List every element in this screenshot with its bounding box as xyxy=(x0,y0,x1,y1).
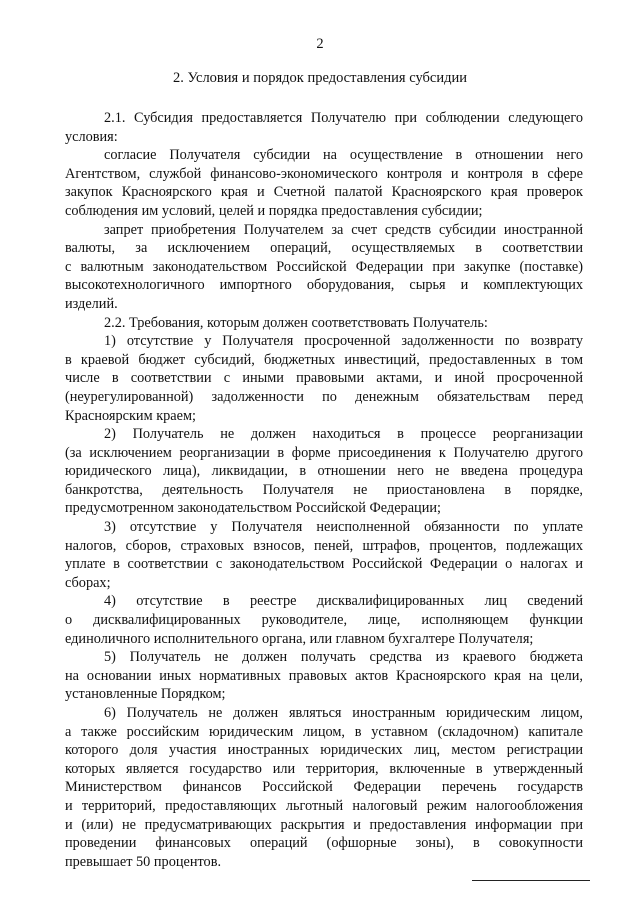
text-line: превышает 50 процентов. xyxy=(65,853,222,870)
text-line: 2) Получатель не должен находиться в процессе реорганизации xyxy=(104,426,583,443)
document-body xyxy=(65,109,583,871)
text-line: соблюдения им условий, целей и порядка предоставления субсидии; xyxy=(65,202,483,219)
text-line: банкротства, деятельность Получателя не приостановлена в порядке, xyxy=(65,481,583,498)
text-line: 3) отсутствие у Получателя неисполненной обязанности по уплате xyxy=(104,519,583,536)
text-line: запрет приобретения Получателем за счет средств субсидии иностранной xyxy=(104,221,583,238)
text-line: согласие Получателя субсидии на осуществление в отношении него xyxy=(104,147,583,164)
text-line: сборах; xyxy=(65,574,111,591)
text-line: в краевой бюджет субсидий, бюджетных инвестиций, предоставленных в том xyxy=(65,351,583,368)
text-line: условия: xyxy=(65,128,118,145)
text-line: единоличного исполнительного органа, или главном бухгалтере Получателя; xyxy=(65,630,534,647)
text-line: (за исключением реорганизации в форме присоединения к Получателю другого xyxy=(65,444,583,461)
section-title: 2. Условия и порядок предоставления субсидии xyxy=(172,70,467,86)
text-line: 2.2. Требования, которым должен соответствовать Получатель: xyxy=(104,314,488,331)
text-line: (неурегулированной) задолженности по денежным обязательствам перед xyxy=(65,388,583,405)
text-line: юридического лица), ликвидации, в отношении него не введена процедура xyxy=(65,463,583,480)
text-line: которых является государство или территория, включенные в утвержденный xyxy=(65,760,583,777)
text-line: 5) Получатель не должен получать средства из краевого бюджета xyxy=(104,649,583,666)
text-line: и территорий, предоставляющих льготный налоговый режим налогообложения xyxy=(65,797,583,814)
text-line: установленные Порядком; xyxy=(65,686,226,703)
text-line: а также российским юридическим лицом, в уставном (складочном) капитале xyxy=(65,723,583,740)
text-line: которого доля участия иностранных юридических лиц, местом регистрации xyxy=(65,742,583,759)
text-line: 2.1. Субсидия предоставляется Получателю при соблюдении следующего xyxy=(104,110,583,126)
text-line: и (или) не предусматривающих раскрытия и предоставления информации при xyxy=(65,816,583,833)
text-line: закупок Красноярского края и Счетной палатой Красноярского края проверок xyxy=(65,184,583,201)
footer-rule xyxy=(472,880,590,881)
text-line: 4) отсутствие в реестре дисквалифицированных лиц сведений xyxy=(104,593,583,610)
text-line: высокотехнологичного импортного оборудования, сырья и комплектующих xyxy=(65,277,583,294)
text-line: проведении финансовых операций (офшорные зоны), в совокупности xyxy=(65,835,583,852)
text-line: 1) отсутствие у Получателя просроченной задолженности по возврату xyxy=(104,333,583,350)
page-number: 2 xyxy=(316,36,324,52)
text-line: Министерством финансов Российской Федерации перечень государств xyxy=(65,779,583,796)
text-line: с валютным законодательством Российской Федерации при закупке (поставке) xyxy=(65,258,583,275)
text-line: о дисквалифицированных руководителе, лице, исполняющем функции xyxy=(65,612,583,629)
text-line: на основании иных нормативных правовых актов Красноярского края на цели, xyxy=(65,667,583,684)
text-line: числе в соответствии с иными правовыми актами, и иной просроченной xyxy=(65,370,583,387)
text-line: уплате в соответствии с законодательством Российской Федерации о налогах и xyxy=(65,556,583,573)
text-line: 6) Получатель не должен являться иностранным юридическим лицом, xyxy=(104,705,583,721)
text-line: налогов, сборов, страховых взносов, пеней, штрафов, процентов, подлежащих xyxy=(65,537,583,554)
text-line: Красноярским краем; xyxy=(65,407,196,424)
text-line: Агентством, службой финансово-экономического контроля и контроля в сфере xyxy=(65,165,583,182)
text-line: изделий. xyxy=(65,295,118,312)
text-line: валюты, за исключением операций, осуществляемых в соответствии xyxy=(65,240,583,257)
text-line: предусмотренном законодательством Российской Федерации; xyxy=(65,500,441,517)
